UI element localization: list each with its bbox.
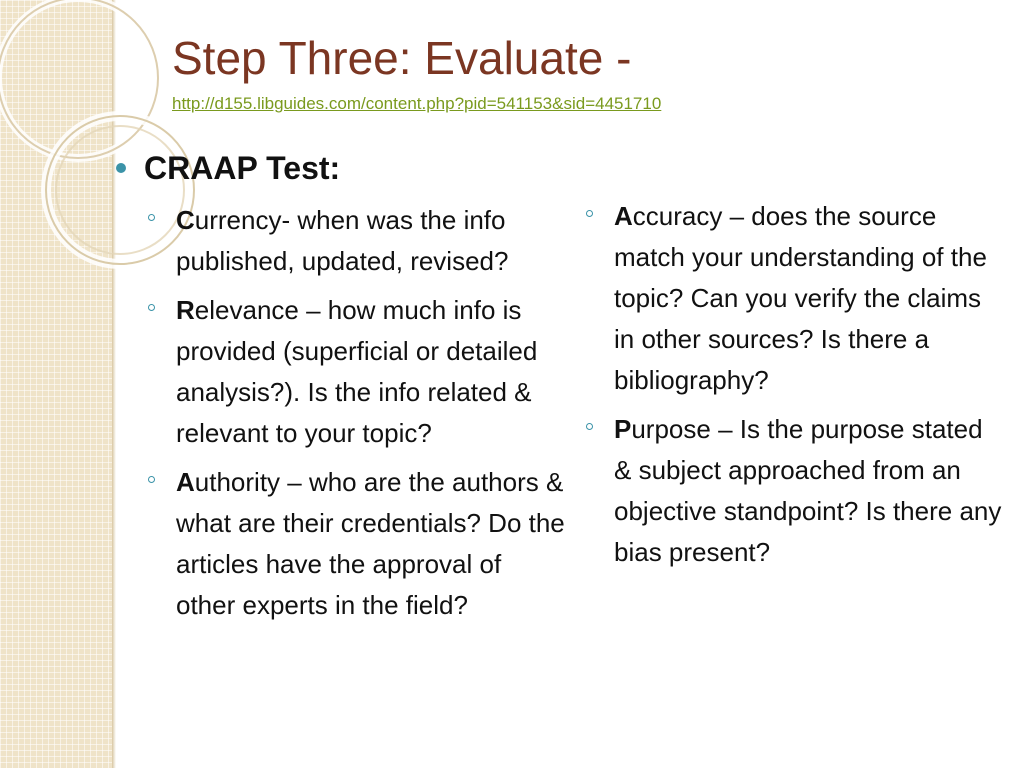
item-text: elevance – how much info is provided (superficial or detailed analysis?). Is the info related & relevant to your topic?	[176, 295, 538, 448]
ring-bullet-icon	[148, 476, 155, 483]
left-column	[146, 200, 566, 634]
item-letter: C	[176, 205, 195, 235]
list-item-currency	[146, 200, 566, 282]
list-item-accuracy	[584, 196, 1004, 401]
item-text: uthority – who are the authors & what are their credentials? Do the articles have the approval of other experts in the field?	[176, 467, 565, 620]
ring-bullet-icon	[586, 210, 593, 217]
main-bullet-label: CRAAP Test:	[144, 150, 341, 186]
item-letter: R	[176, 295, 195, 325]
item-letter: A	[176, 467, 195, 497]
item-text: urrency- when was the info published, updated, revised?	[176, 205, 509, 276]
item-letter: A	[614, 201, 633, 231]
main-bullet	[116, 148, 340, 188]
ring-bullet-icon	[148, 214, 155, 221]
ring-bullet-icon	[148, 304, 155, 311]
list-item-relevance	[146, 290, 566, 454]
list-item-authority	[146, 462, 566, 626]
item-letter: P	[614, 414, 632, 444]
item-text: ccuracy – does the source match your understanding of the topic? Can you verify the claims in other sources? Is there a bibliography?	[614, 201, 987, 395]
page-title: Step Three: Evaluate -	[172, 32, 632, 84]
list-item-purpose	[584, 409, 1004, 573]
source-link[interactable]: http://d155.libguides.com/content.php?pid=541153&sid=4451710	[172, 94, 662, 113]
bullet-dot-icon	[116, 163, 126, 173]
ring-bullet-icon	[586, 423, 593, 430]
right-column	[584, 196, 1004, 581]
item-text: urpose – Is the purpose stated & subject approached from an objective standpoint? Is there any bias present?	[614, 414, 1002, 567]
